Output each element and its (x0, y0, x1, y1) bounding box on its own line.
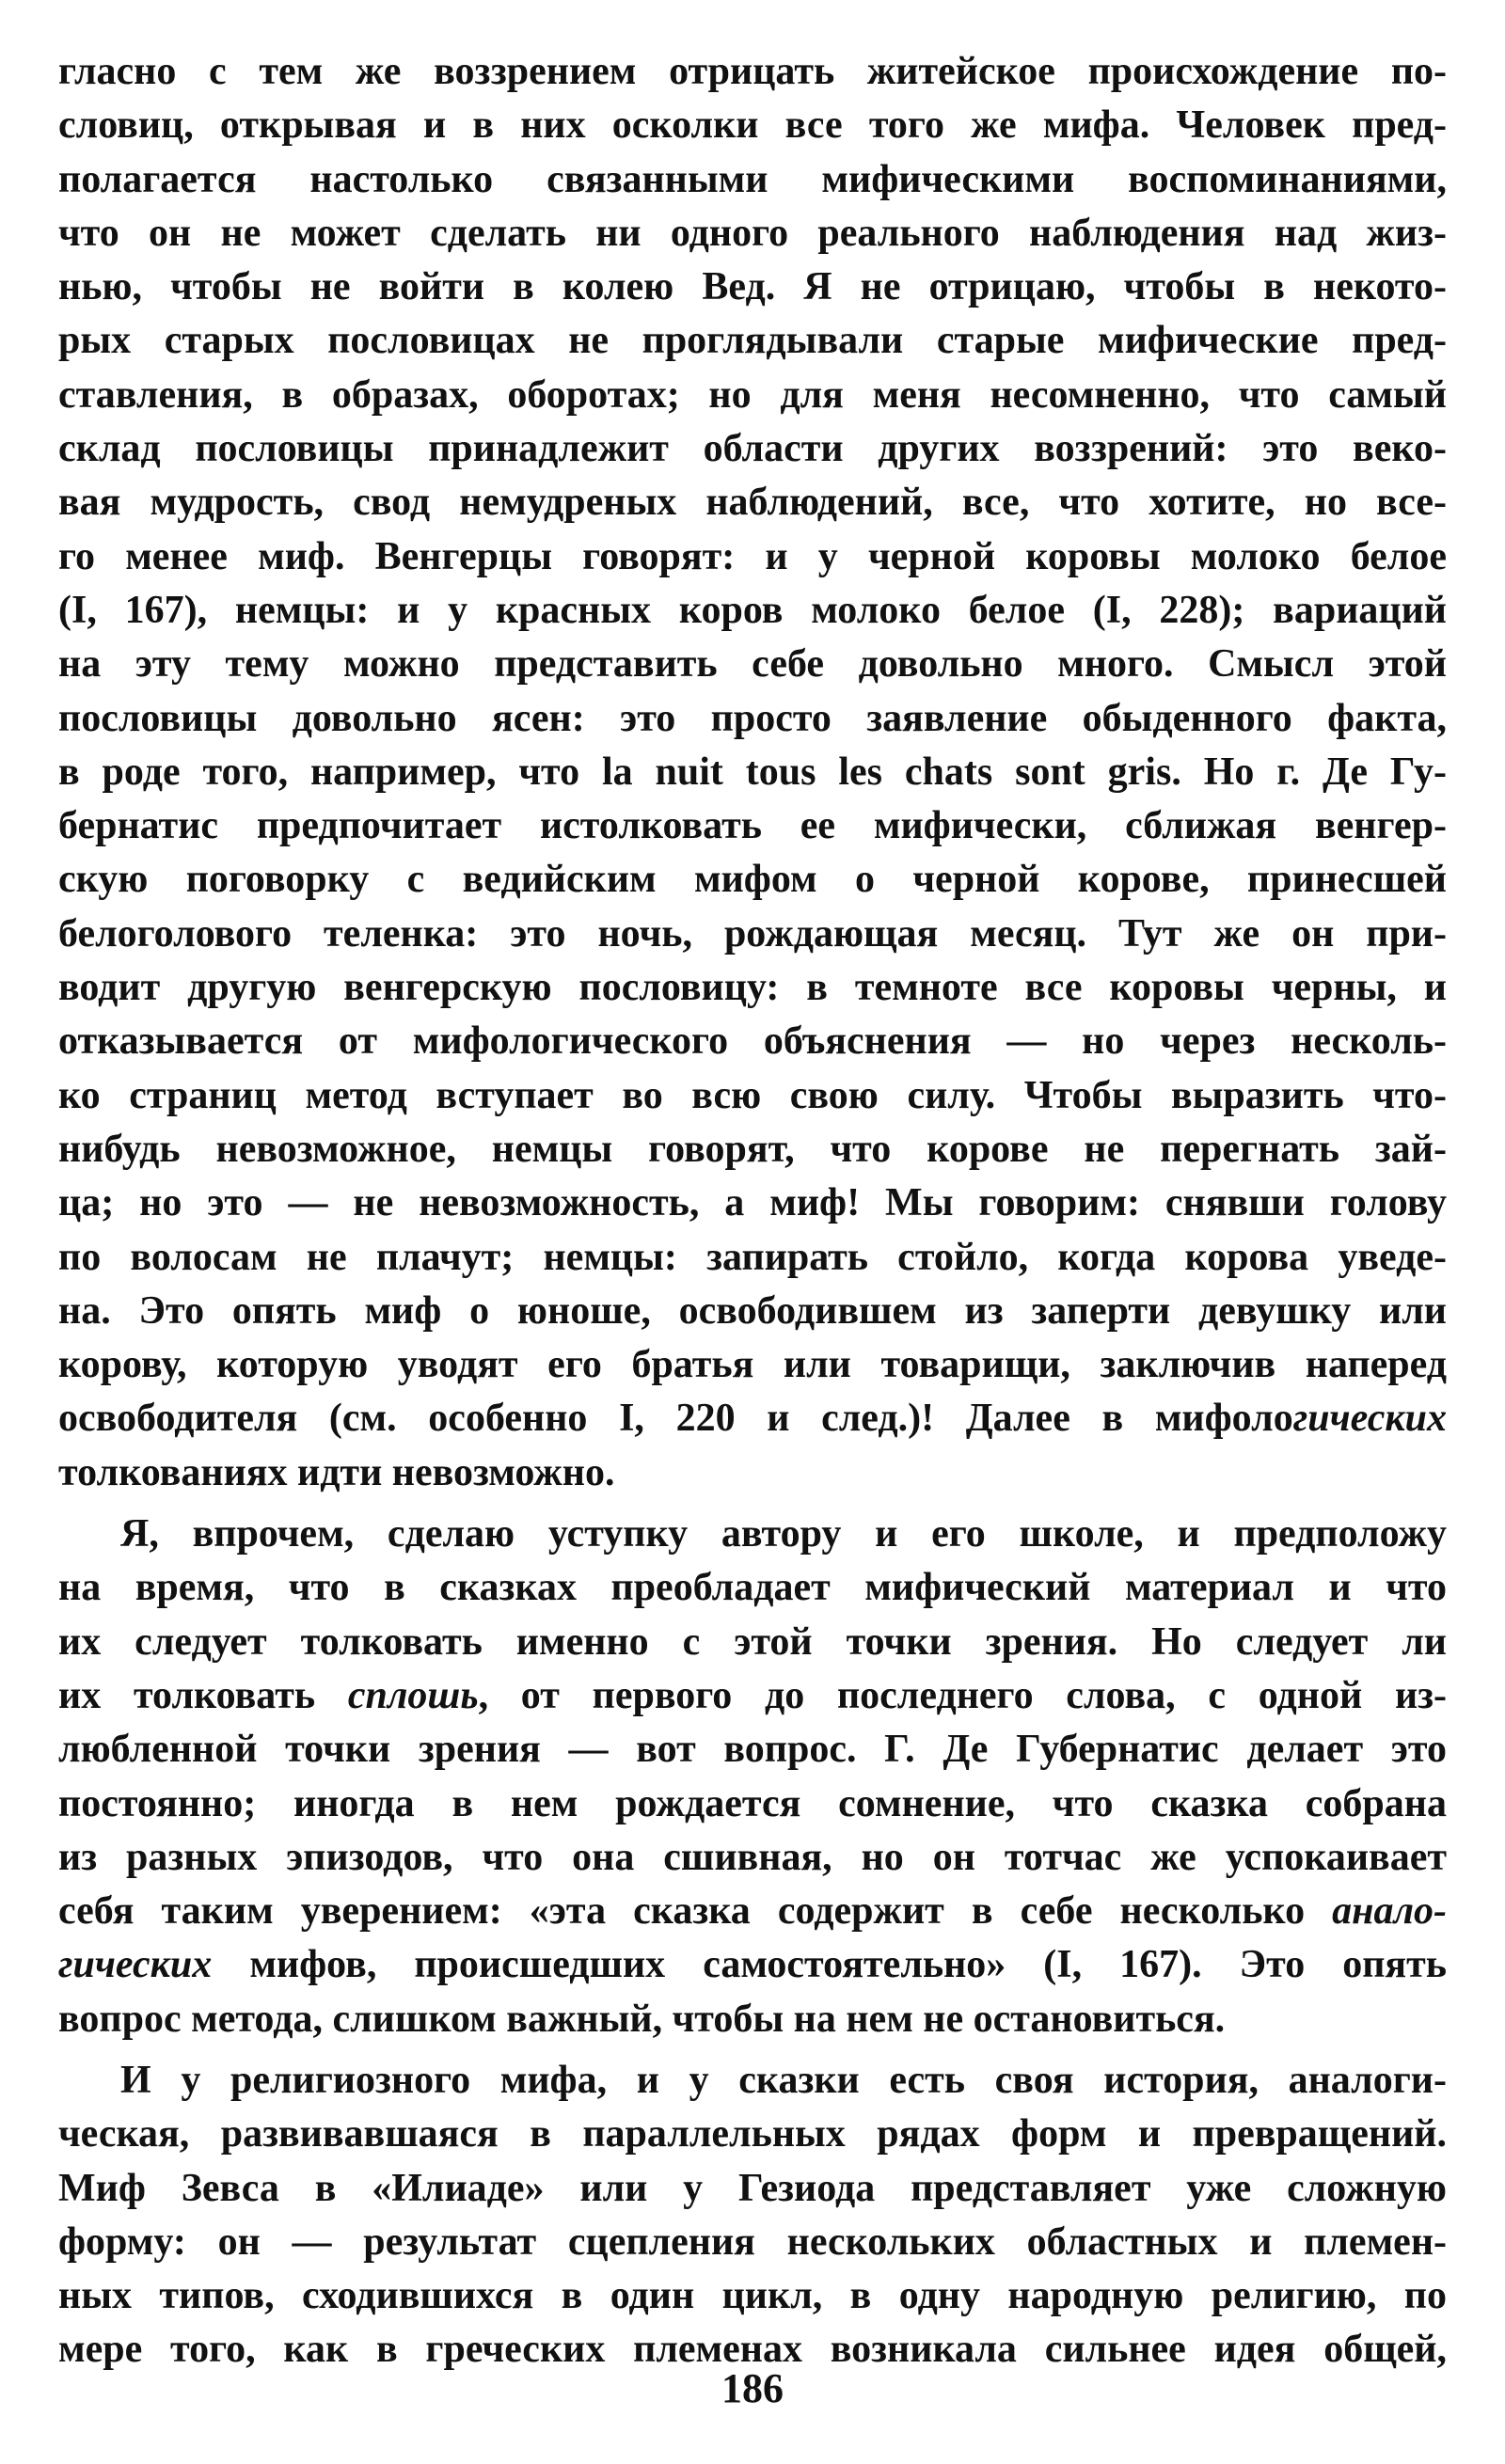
text-line: Я, впрочем, сделаю уступку автору и его школе, и предположу (120, 1512, 1447, 1556)
text-line: го менее миф. Венгерцы говорят: и у черной коровы молоко белое (58, 534, 1447, 578)
text-line: постоянно; иногда в нем рождается сомнение, что сказка собрана (58, 1781, 1447, 1825)
page-body (58, 45, 1448, 2372)
text-line: из разных эпизодов, что она сшивная, но он тотчас же успокаивает (58, 1835, 1447, 1879)
text-line: корову, которую уводят его братья или товарищи, заключив наперед (58, 1343, 1447, 1387)
text-line: склад пословицы принадлежит области других воззрений: это веко- (58, 427, 1447, 471)
text-line: скую поговорку с ведийским мифом о черной корове, принесшей (58, 858, 1447, 902)
text-line: вопрос метода, слишком важный, чтобы на нем не остановиться. (58, 1997, 1226, 2041)
text-line: бернатис предпочитает истолковать ее мифически, сближая венгер- (58, 804, 1447, 848)
text-line: И у религиозного мифа, и у сказки есть своя история, аналоги- (120, 2058, 1447, 2102)
text-line: нибудь невозможное, немцы говорят, что корове не перегнать зай- (58, 1127, 1447, 1171)
text-line: на время, что в сказках преобладает мифический материал и что (58, 1566, 1447, 1610)
text-line: белоголового теленка: это ночь, рождающая месяц. Тут же он при- (58, 911, 1447, 956)
text-line: гических мифов, происшедших самостоятельно» (I, 167). Это опять (58, 1943, 1447, 1987)
text-line: (I, 167), немцы: и у красных коров молоко белое (I, 228); вариаций (58, 588, 1447, 632)
text-line: водит другую венгерскую пословицу: в темноте все коровы черны, и (58, 966, 1447, 1010)
text-line: рых старых пословицах не проглядывали старые мифические пред- (58, 319, 1447, 363)
text-line: Миф Зевса в «Илиаде» или у Гезиода представляет уже сложную (58, 2166, 1447, 2210)
text-line: вая мудрость, свод немудреных наблюдений, все, что хотите, но все- (58, 481, 1447, 525)
text-line: нью, чтобы не войти в колею Вед. Я не отрицаю, чтобы в некото- (58, 265, 1447, 309)
text-line: ных типов, сходившихся в один цикл, в одну народную религию, по (58, 2274, 1447, 2318)
text-line: ца; но это — не невозможность, а миф! Мы говорим: снявши голову (58, 1181, 1447, 1225)
paragraph-3 (58, 2054, 1447, 2377)
text-line: пословицы довольно ясен: это просто заявление обыденного факта, (58, 696, 1447, 740)
text-line: ставления, в образах, оборотах; но для меня несомненно, что самый (58, 372, 1447, 417)
text-line: форму: он — результат сцепления нескольких областных и племен- (58, 2219, 1447, 2264)
text-line: мере того, как в греческих племенах возникала сильнее идея общей, (58, 2328, 1447, 2372)
text-line: толкованиях идти невозможно. (58, 1450, 615, 1494)
paragraph-1 (58, 45, 1447, 1500)
text-line: их следует толковать именно с этой точки зрения. Но следует ли (58, 1619, 1447, 1664)
text-line: полагается настолько связанными мифическими воспоминаниями, (58, 157, 1447, 201)
text-line: на эту тему можно представить себе довольно много. Смысл этой (58, 642, 1447, 687)
text-line: словиц, открывая и в них осколки все того же мифа. Человек пред- (58, 103, 1447, 148)
text-line: любленной точки зрения — вот вопрос. Г. Де Губернатис делает это (58, 1728, 1447, 1772)
text-line: ко страниц метод вступает во всю свою силу. Чтобы выразить что- (58, 1073, 1447, 1117)
text-line: гласно с тем же воззрением отрицать житейское происхождение по- (58, 50, 1447, 93)
page-number: 186 (721, 2365, 784, 2411)
text-line: отказывается от мифологического объяснения — но через несколь- (58, 1019, 1447, 1064)
text-line: освободителя (см. особенно I, 220 и след.)! Далее в мифологических (58, 1397, 1447, 1441)
text-line: что он не может сделать ни одного реального наблюдения над жиз- (58, 211, 1447, 255)
text-line: ческая, развивавшаяся в параллельных рядах форм и превращений. (58, 2112, 1447, 2156)
text-line: себя таким уверением: «эта сказка содержит в себе несколько анало- (58, 1889, 1447, 1934)
text-line: их толковать сплошь, от первого до последнего слова, с одной из- (58, 1673, 1448, 1717)
paragraph-2 (58, 1508, 1447, 2046)
text-line: на. Это опять миф о юноше, освободившем из заперти девушку или (58, 1288, 1447, 1333)
text-line: по волосам не плачут; немцы: запирать стойло, когда корова уведе- (58, 1235, 1447, 1279)
text-line: в роде того, например, что la nuit tous les chats sont gris. Но г. Де Гу- (58, 750, 1447, 794)
